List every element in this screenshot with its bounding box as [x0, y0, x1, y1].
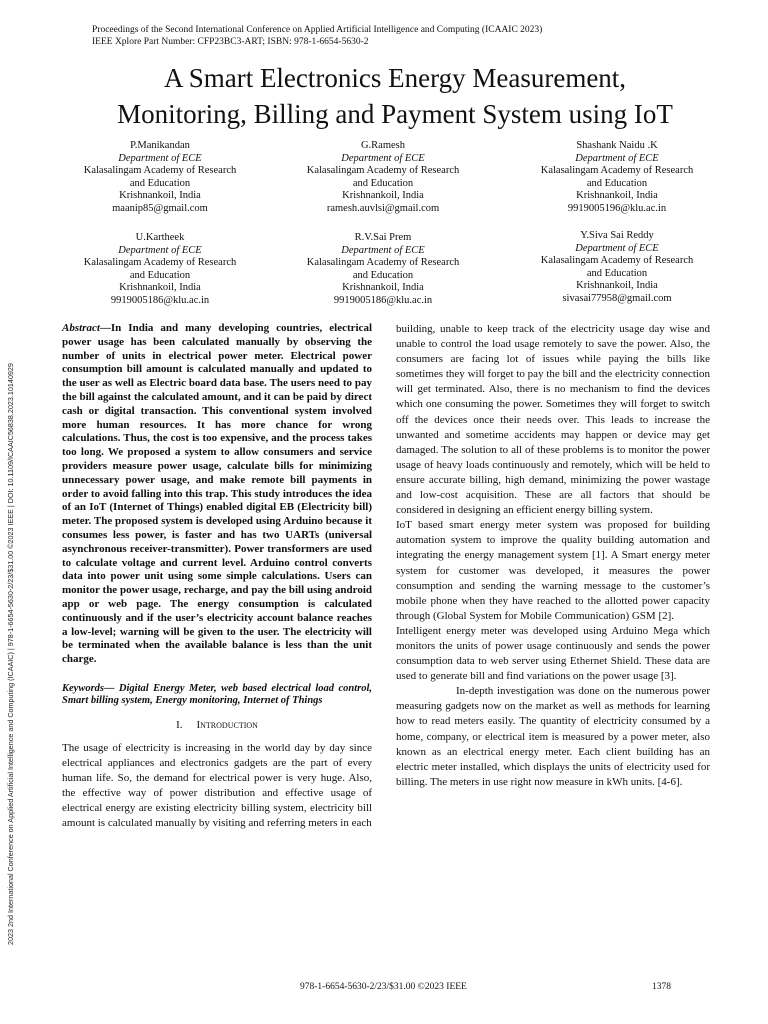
author-city: Krishnankoil, India — [576, 280, 658, 291]
section-number: I. — [176, 718, 183, 731]
author-inst: and Education — [586, 177, 648, 189]
title-line-1: A Smart Electronics Energy Measurement, — [163, 63, 627, 93]
author-contact: ramesh.auvlsi@gmail.com — [326, 202, 440, 214]
author-name: R.V.Sai Prem — [354, 232, 412, 243]
author-dept: Department of ECE — [341, 244, 425, 256]
author-name: P.Manikandan — [130, 140, 190, 151]
footer-copyright: 978-1-6654-5630-2/23/$31.00 ©2023 IEEE — [300, 982, 467, 992]
section-title: Introduction — [196, 718, 258, 731]
header-line-2: IEEE Xplore Part Number: CFP23BC3-ART; ISBN: 978-1-6654-5630-2 — [92, 37, 369, 47]
author-contact: maanip85@gmail.com — [112, 202, 208, 214]
author-inst: Kalasalingam Academy of Research — [540, 255, 694, 266]
author-city: Krishnankoil, India — [119, 282, 201, 293]
body-paragraph: building, unable to keep track of the electricity usage day wise and unable to control the load usage remotely to save the power. Also, the consumers are facing lot of issues while paying the bills like sometimes they will forget to pay the bill and the electricity connection will get terminated. Also, there is no mechanism to find the devices which one consuming the power. Sometimes they will forget to switch off the devices once their needs over. This leads to increase the unwanted and sometime accidents may happen or device may get damaged. The solution to all of these problems is to monitor the power usage of heavy loads continuously and remotely, which will be held to ensure accurate billing, high demand, minimizing the power wastage and low-cost acquisition. These are all factors that should be considered in designing an efficient energy billing system. — [396, 323, 710, 517]
author-inst: Kalasalingam Academy of Research — [83, 165, 237, 176]
author-name: Y.Siva Sai Reddy — [580, 230, 654, 241]
author-block — [268, 140, 498, 215]
intro-paragraph: The usage of electricity is increasing in the world day by day since electrical appliances and electronics gadgets are the part of every human life. So, the demand for electrical power is very huge. Also, the effective way of power distribution and effective usage of electrical energy are existing electricity billing system, electricity bill amount is calculated manually by visiting and referring meters in each — [62, 742, 372, 830]
body-paragraph: Intelligent energy meter was developed using Arduino Mega which monitors the units of power usage continuously and sends the power consumption data to web server using Ethernet Shield. These data are used to generate bill and find variations on the power usage [3]. — [396, 624, 710, 683]
author-contact: 9919005196@klu.ac.in — [567, 202, 667, 214]
author-block — [268, 232, 498, 307]
author-contact: 9919005186@klu.ac.in — [333, 294, 433, 306]
abstract — [62, 322, 372, 667]
author-inst: Kalasalingam Academy of Research — [540, 165, 694, 176]
title-line-2: Monitoring, Billing and Payment System using IoT — [117, 99, 673, 129]
conference-header — [92, 24, 542, 48]
author-inst: Kalasalingam Academy of Research — [306, 257, 460, 268]
page-number: 1378 — [652, 982, 671, 992]
author-inst: Kalasalingam Academy of Research — [83, 257, 237, 268]
author-dept: Department of ECE — [341, 152, 425, 164]
header-line-1: Proceedings of the Second International Conference on Applied Artificial Intelligence and Computing (ICAAIC 2023) — [92, 25, 543, 35]
author-inst: Kalasalingam Academy of Research — [306, 165, 460, 176]
author-dept: Department of ECE — [575, 242, 659, 254]
abstract-text: In India and many developing countries, electrical power usage has been calculated manually by observing the number of units in electrical power meter. Electrical power consumption bill amount is calculated manually and updated to the user as well as Electric board data base. The users need to pay the bill against the calculated amount, and it can be paid by direct cash or digital transaction. This conventional system involved more human resources. It has more chance for wrong calculations. Thus, the cost is too expensive, and the process takes too long. We proposed a system to allow consumers and service providers measure power usage, calculate bills for minimizing unnecessary power usage, and make remote bill payments in order to avoid falling into this trap. This study introduces the idea of an IoT (Internet of Things) enabled digital EB (Electricity bill) meter. The proposed system is developed using Arduino because it consumes less power, is faster and has two UARTs (universal asynchronous receiver-transmitter). Power transformers are used to calculate voltage and current level. Arduino control converts data into power unit using some simple calculations. Users can monitor the power usage, recharge, and pay the bill using android app or web page. The energy consumption is calculated continuously and if the user’s electricity account balance reaches a low-level; warning will be given to the user. The electricity will be terminated when the available balance is less than the unit charge. — [62, 322, 372, 666]
author-city: Krishnankoil, India — [342, 190, 424, 201]
author-block — [45, 140, 275, 215]
author-inst: and Education — [129, 177, 191, 189]
body-paragraph: IoT based smart energy meter system was proposed for building automation system to improve the quality building automation and integrating the energy management system [1]. A Smart energy meter system for customer was developed, it measures the power consumption and sending the warning message to the customer’s mobile phone when they have reached to the allotted power capacity through (Global System for Mobile Communication) GSM [2]. — [396, 519, 710, 622]
author-dept: Department of ECE — [118, 152, 202, 164]
author-dept: Department of ECE — [118, 244, 202, 256]
author-name: Shashank Naidu .K — [576, 140, 658, 151]
body-paragraph: In-depth investigation was done on the numerous power measuring gadgets now on the market as well as methods for learning how to read meters easily. The quantity of electricity consumed by a home, company, or electrical item is measured by a power meter, also known as an electrical energy meter. Each client building has an electric meter installed, which displays the units of electricity used for billing. The meters in use right now measure in kWh units. [4-6]. — [396, 685, 710, 788]
left-column — [62, 322, 372, 832]
author-inst: and Education — [129, 269, 191, 281]
author-contact: 9919005186@klu.ac.in — [110, 294, 210, 306]
author-inst: and Education — [352, 269, 414, 281]
author-dept: Department of ECE — [575, 152, 659, 164]
keywords: Keywords— Digital Energy Meter, web based electrical load control, Smart billing system, Energy monitoring, Internet of Things — [62, 682, 372, 707]
author-name: U.Kartheek — [135, 232, 185, 243]
abstract-lead: Abstract — [62, 322, 100, 334]
author-city: Krishnankoil, India — [576, 190, 658, 201]
author-inst: and Education — [586, 267, 648, 279]
paper-title — [40, 60, 750, 132]
doi-sidebar: 2023 2nd International Conference on Applied Artificial Intelligence and Computing (ICAAIC) | 978-1-6654-5630-2/23/$31.00 ©2023 IEEE | DOI: 10.1109/ICAAIC56838.2023.10140929 — [6, 363, 15, 945]
author-city: Krishnankoil, India — [119, 190, 201, 201]
author-inst: and Education — [352, 177, 414, 189]
author-name: G.Ramesh — [360, 140, 406, 151]
author-block — [502, 140, 732, 215]
section-heading — [62, 718, 372, 733]
right-column — [396, 322, 710, 790]
author-block — [502, 230, 732, 305]
abstract-dash: — — [99, 322, 111, 334]
author-contact: sivasai77958@gmail.com — [562, 292, 672, 304]
author-city: Krishnankoil, India — [342, 282, 424, 293]
author-block — [45, 232, 275, 307]
